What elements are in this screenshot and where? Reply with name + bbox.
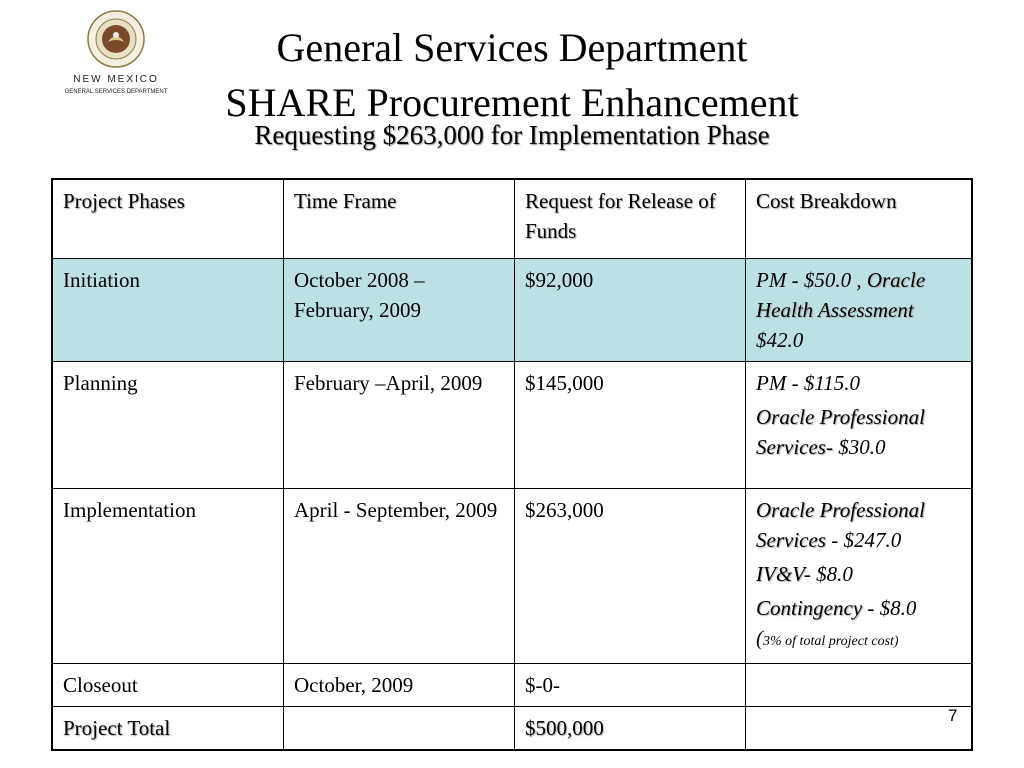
- cost-ivv-value: - $8.0: [803, 562, 853, 586]
- header-request-funds: Request for Release of Funds: [515, 179, 746, 259]
- header-time-frame: Time Frame: [284, 179, 515, 259]
- phase-cell: Planning: [52, 362, 284, 489]
- cost-line: [756, 593, 961, 623]
- time-frame-cell: October 2008 – February, 2009: [284, 259, 515, 362]
- total-time-cell: [284, 707, 515, 751]
- logo-department-text: GENERAL SERVICES DEPARTMENT: [64, 89, 168, 95]
- time-frame-cell: February –April, 2009: [284, 362, 515, 489]
- time-frame-cell: April - September, 2009: [284, 489, 515, 664]
- phase-cell: Implementation: [52, 489, 284, 664]
- phase-cell: Closeout: [52, 664, 284, 707]
- page-title-line1: General Services Department: [276, 25, 748, 70]
- page-title-line2: SHARE Procurement Enhancement: [225, 80, 799, 125]
- cost-ivv-label: IV&V: [756, 562, 804, 586]
- cost-breakdown-cell: [746, 664, 973, 707]
- request-cell: $145,000: [515, 362, 746, 489]
- total-cost-cell: [746, 707, 973, 751]
- table-row-implementation: [52, 489, 972, 664]
- cost-oracle-value: - $247.0: [831, 528, 902, 552]
- header-project-phases: Project Phases: [52, 179, 284, 259]
- cost-contingency-value: - $8.0: [867, 596, 917, 620]
- cost-line: [756, 559, 961, 589]
- cost-oracle-value: $42.0: [756, 328, 804, 352]
- page-number: 7: [948, 706, 958, 725]
- page-subtitle: Requesting $263,000 for Implementation Phase: [254, 120, 770, 150]
- request-cell: $-0-: [515, 664, 746, 707]
- cost-note: [756, 626, 899, 650]
- time-frame-cell: October, 2009: [284, 664, 515, 707]
- request-cell: $263,000: [515, 489, 746, 664]
- cost-oracle-label: Oracle Professional Services-: [756, 405, 925, 459]
- request-cell: $92,000: [515, 259, 746, 362]
- table-row-initiation: [52, 259, 972, 362]
- cost-breakdown-cell: [746, 259, 973, 362]
- total-request-cell: $500,000: [515, 707, 746, 751]
- table-row-planning: [52, 362, 972, 489]
- cost-oracle-value: $30.0: [838, 435, 886, 459]
- cost-contingency-label: Contingency: [756, 596, 863, 620]
- cost-oracle-label: Oracle Health Assessment: [756, 268, 926, 322]
- header-cost-breakdown: Cost Breakdown: [746, 179, 973, 259]
- cost-breakdown-cell: [746, 489, 973, 664]
- cost-note-text: 3% of total project cost): [763, 634, 899, 649]
- cost-pm: PM - $50.0 ,: [756, 268, 862, 292]
- table-row-closeout: [52, 664, 972, 707]
- project-phases-table: [51, 178, 973, 751]
- cost-oracle-label: Oracle Professional Services: [756, 498, 925, 552]
- cost-note-paren: (: [756, 626, 763, 650]
- logo-state-text: NEW MEXICO: [73, 74, 159, 85]
- table-header-row: [52, 179, 972, 259]
- cost-breakdown-cell: [746, 362, 973, 489]
- phase-cell: Initiation: [52, 259, 284, 362]
- total-label-cell: Project Total: [52, 707, 284, 751]
- cost-line: [756, 402, 961, 462]
- cost-pm: PM - $115.0: [756, 371, 861, 395]
- table-row-total: [52, 707, 972, 751]
